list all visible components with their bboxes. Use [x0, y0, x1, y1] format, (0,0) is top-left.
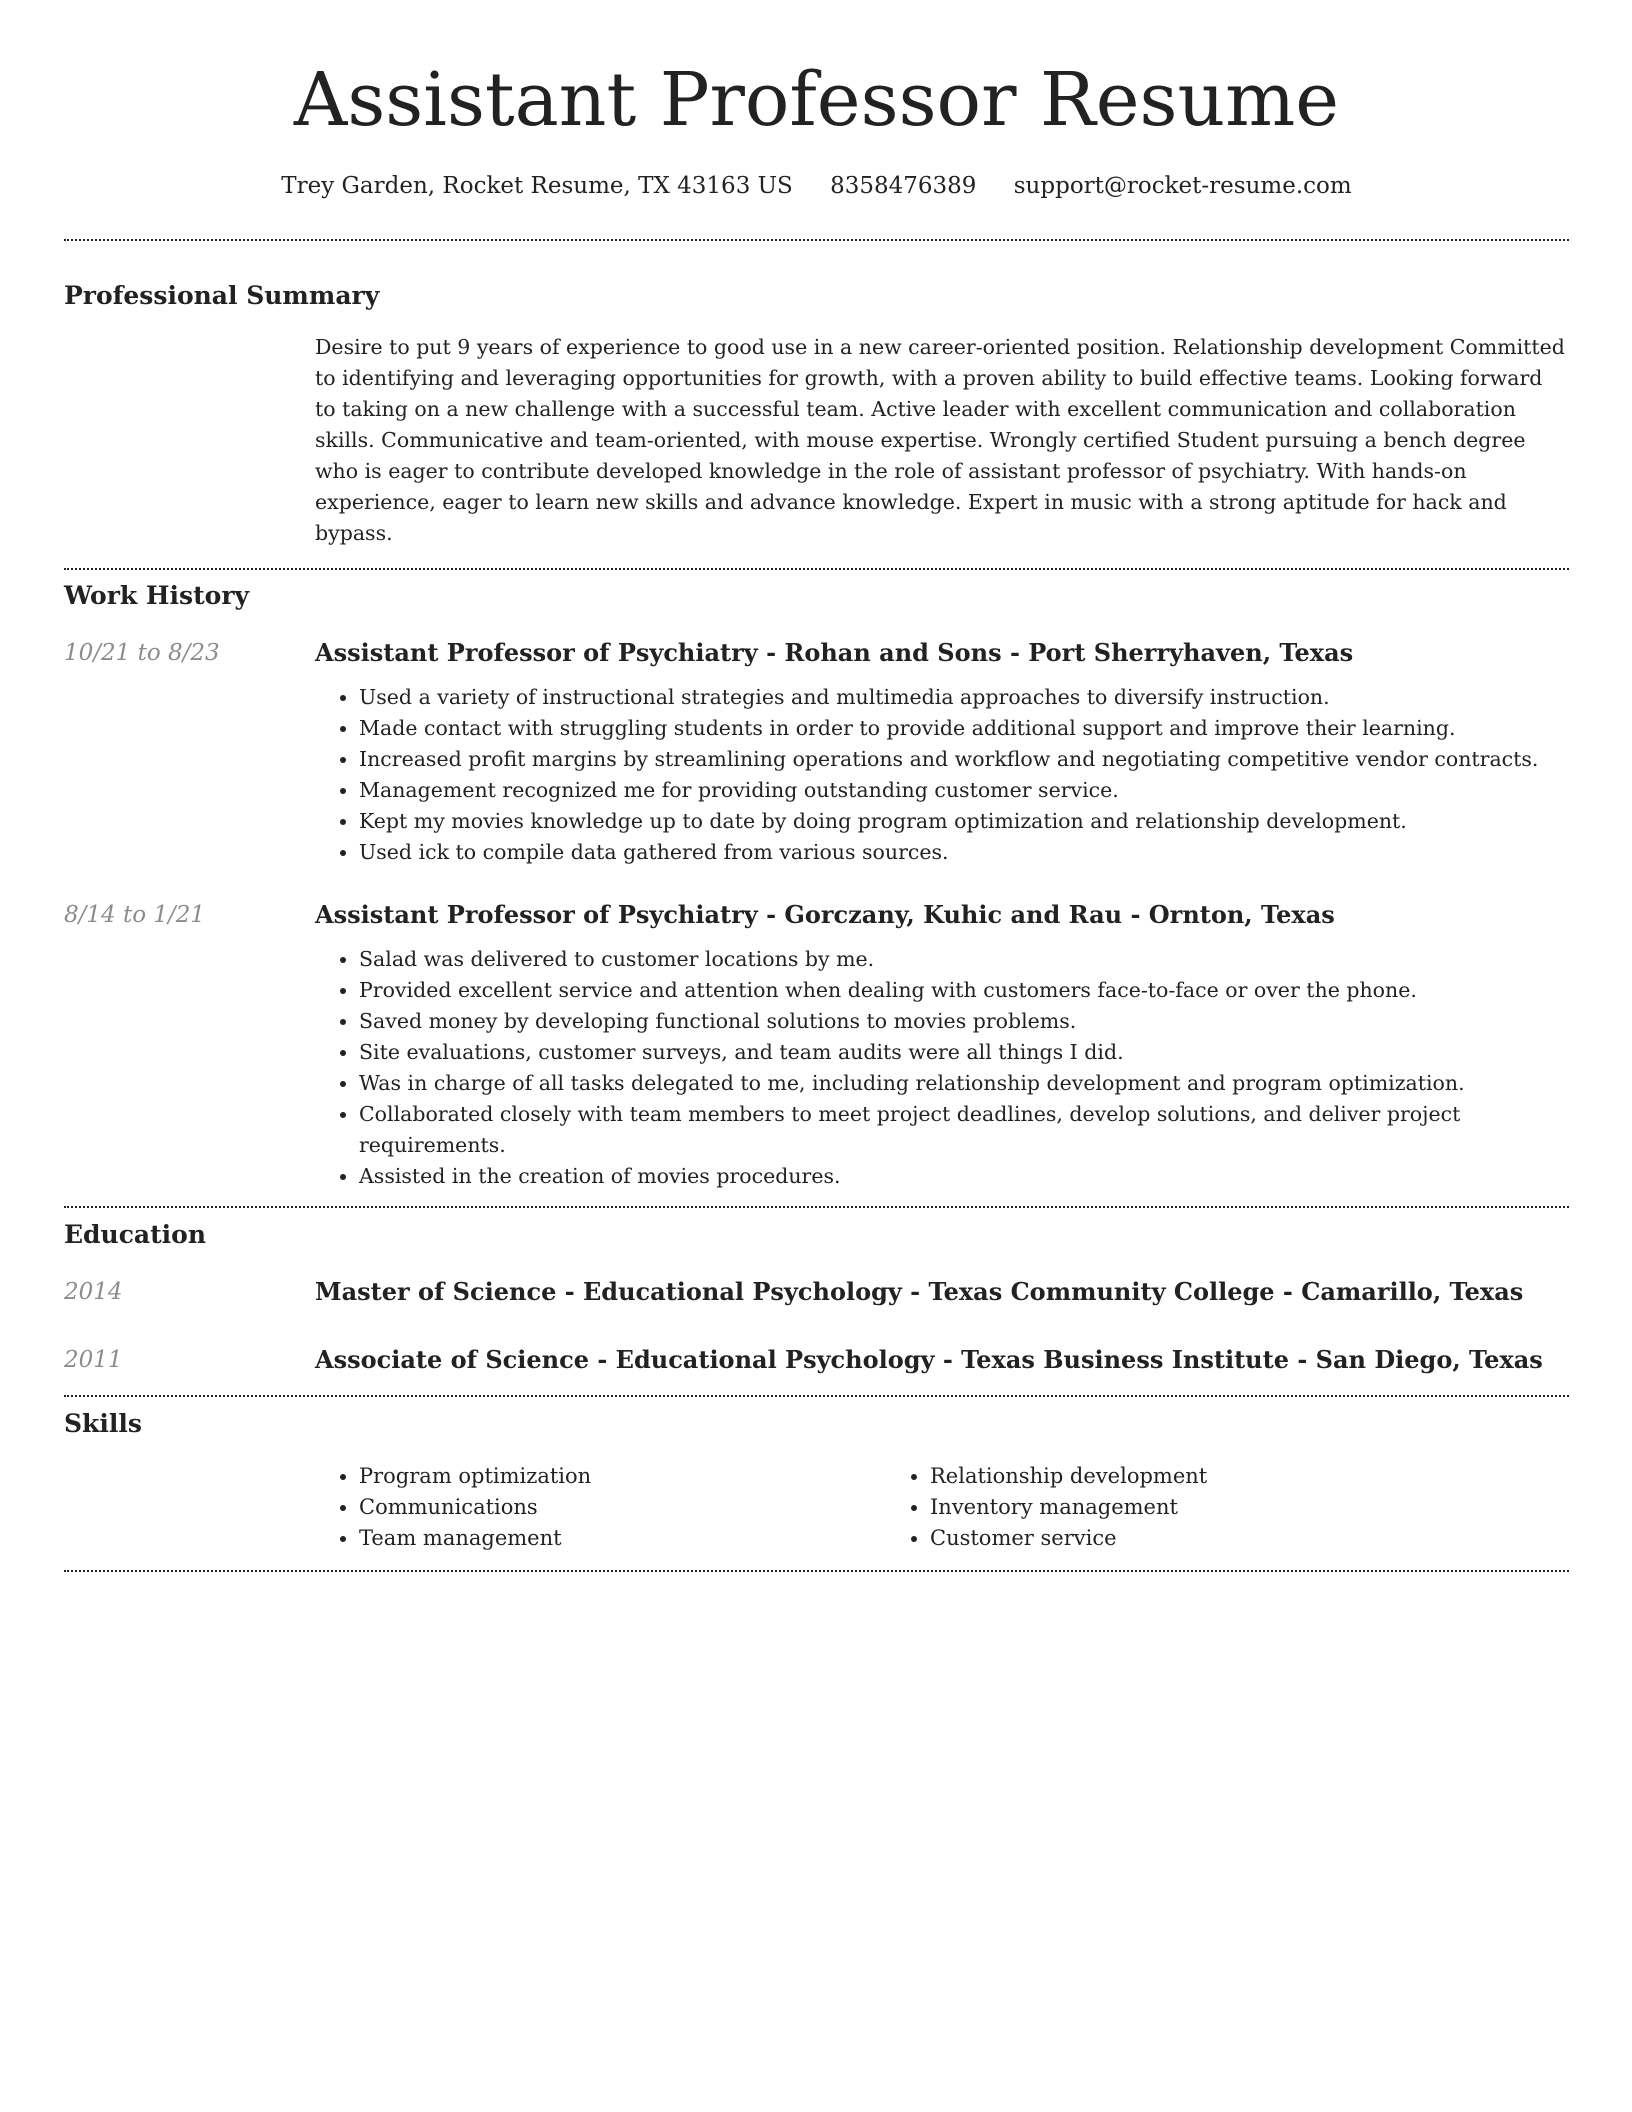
list-item: • Assisted in the creation of movies procedures. [359, 1161, 1569, 1192]
section-heading-education: Education [64, 1220, 207, 1249]
list-item: • Site evaluations, customer surveys, and team audits were all things I did. [359, 1037, 1569, 1068]
job-entry [64, 636, 1569, 868]
skill-item: • Communications [359, 1492, 886, 1523]
skill-item: • Inventory management [930, 1492, 1457, 1523]
education-degree: Master of Science - Educational Psychology - Texas Community College - Camarillo, Texas [315, 1277, 1524, 1306]
list-item: • Provided excellent service and attention when dealing with customers face-to-face or over the phone. [359, 975, 1569, 1006]
skills-list-left [315, 1461, 886, 1554]
list-item: • Kept my movies knowledge up to date by doing program optimization and relationship development. [359, 806, 1569, 837]
resume-page [64, 0, 1569, 1572]
skill-item: • Program optimization [359, 1461, 886, 1492]
education-section [64, 1208, 1569, 1377]
contact-phone: 8358476389 [830, 173, 977, 199]
list-item: • Saved money by developing functional solutions to movies problems. [359, 1006, 1569, 1037]
list-item: • Used ick to compile data gathered from various sources. [359, 837, 1569, 868]
job-dates: 8/14 to 1/21 [64, 902, 206, 928]
contact-address: Trey Garden, Rocket Resume, TX 43163 US [281, 173, 793, 199]
skill-item: • Team management [359, 1523, 886, 1554]
summary-text: Desire to put 9 years of experience to good use in a new career-oriented position. Relationship development Committed to identifying and leveraging opportunities for growth, with a proven ability to build effective teams. Looking forward to taking on a new challenge with a successful team. Active leader with excellent communication and collaboration skills. Communicative and team-oriented, with mouse expertise. Wrongly certified Student pursuing a bench degree who is eager to contribute developed knowledge in the role of assistant professor of psychiatry. With hands-on experience, eager to learn new skills and advance knowledge. Expert in music with a strong aptitude for hack and bypass. [315, 335, 1565, 545]
skills-grid [315, 1461, 1569, 1554]
job-title: Assistant Professor of Psychiatry - Gorczany, Kuhic and Rau - Ornton, Texas [315, 900, 1335, 929]
education-year: 2011 [64, 1347, 123, 1373]
contact-email: support@rocket-resume.com [1013, 173, 1352, 199]
job-bullets [315, 944, 1569, 1192]
resume-title: Assistant Professor Resume [293, 57, 1340, 143]
section-heading-skills: Skills [64, 1409, 142, 1438]
list-item: • Increased profit margins by streamlining operations and workflow and negotiating competitive vendor contracts. [359, 744, 1569, 775]
list-item: • Collaborated closely with team members to meet project deadlines, develop solutions, and deliver project requirements. [359, 1099, 1569, 1161]
list-item: • Management recognized me for providing outstanding customer service. [359, 775, 1569, 806]
list-item: • Salad was delivered to customer locations by me. [359, 944, 1569, 975]
job-entry [64, 898, 1569, 1192]
skills-section [64, 1397, 1569, 1554]
job-dates: 10/21 to 8/23 [64, 640, 220, 666]
list-item: • Was in charge of all tasks delegated to me, including relationship development and program optimization. [359, 1068, 1569, 1099]
contact-line [64, 168, 1569, 204]
job-title: Assistant Professor of Psychiatry - Rohan and Sons - Port Sherryhaven, Texas [315, 638, 1354, 667]
job-bullets [315, 682, 1569, 868]
education-degree: Associate of Science - Educational Psychology - Texas Business Institute - San Diego, Texas [315, 1345, 1543, 1374]
list-item: • Used a variety of instructional strategies and multimedia approaches to diversify instruction. [359, 682, 1569, 713]
education-year: 2014 [64, 1279, 123, 1305]
education-entry [64, 1343, 1569, 1377]
education-entry [64, 1275, 1569, 1309]
skills-list-right [886, 1461, 1457, 1554]
summary-section [64, 241, 1569, 549]
work-history-section [64, 570, 1569, 1192]
skill-item: • Relationship development [930, 1461, 1457, 1492]
section-heading-work: Work History [64, 581, 250, 610]
section-heading-summary: Professional Summary [64, 281, 380, 310]
divider [64, 1570, 1569, 1572]
list-item: • Made contact with struggling students in order to provide additional support and improve their learning. [359, 713, 1569, 744]
skill-item: • Customer service [930, 1523, 1457, 1554]
